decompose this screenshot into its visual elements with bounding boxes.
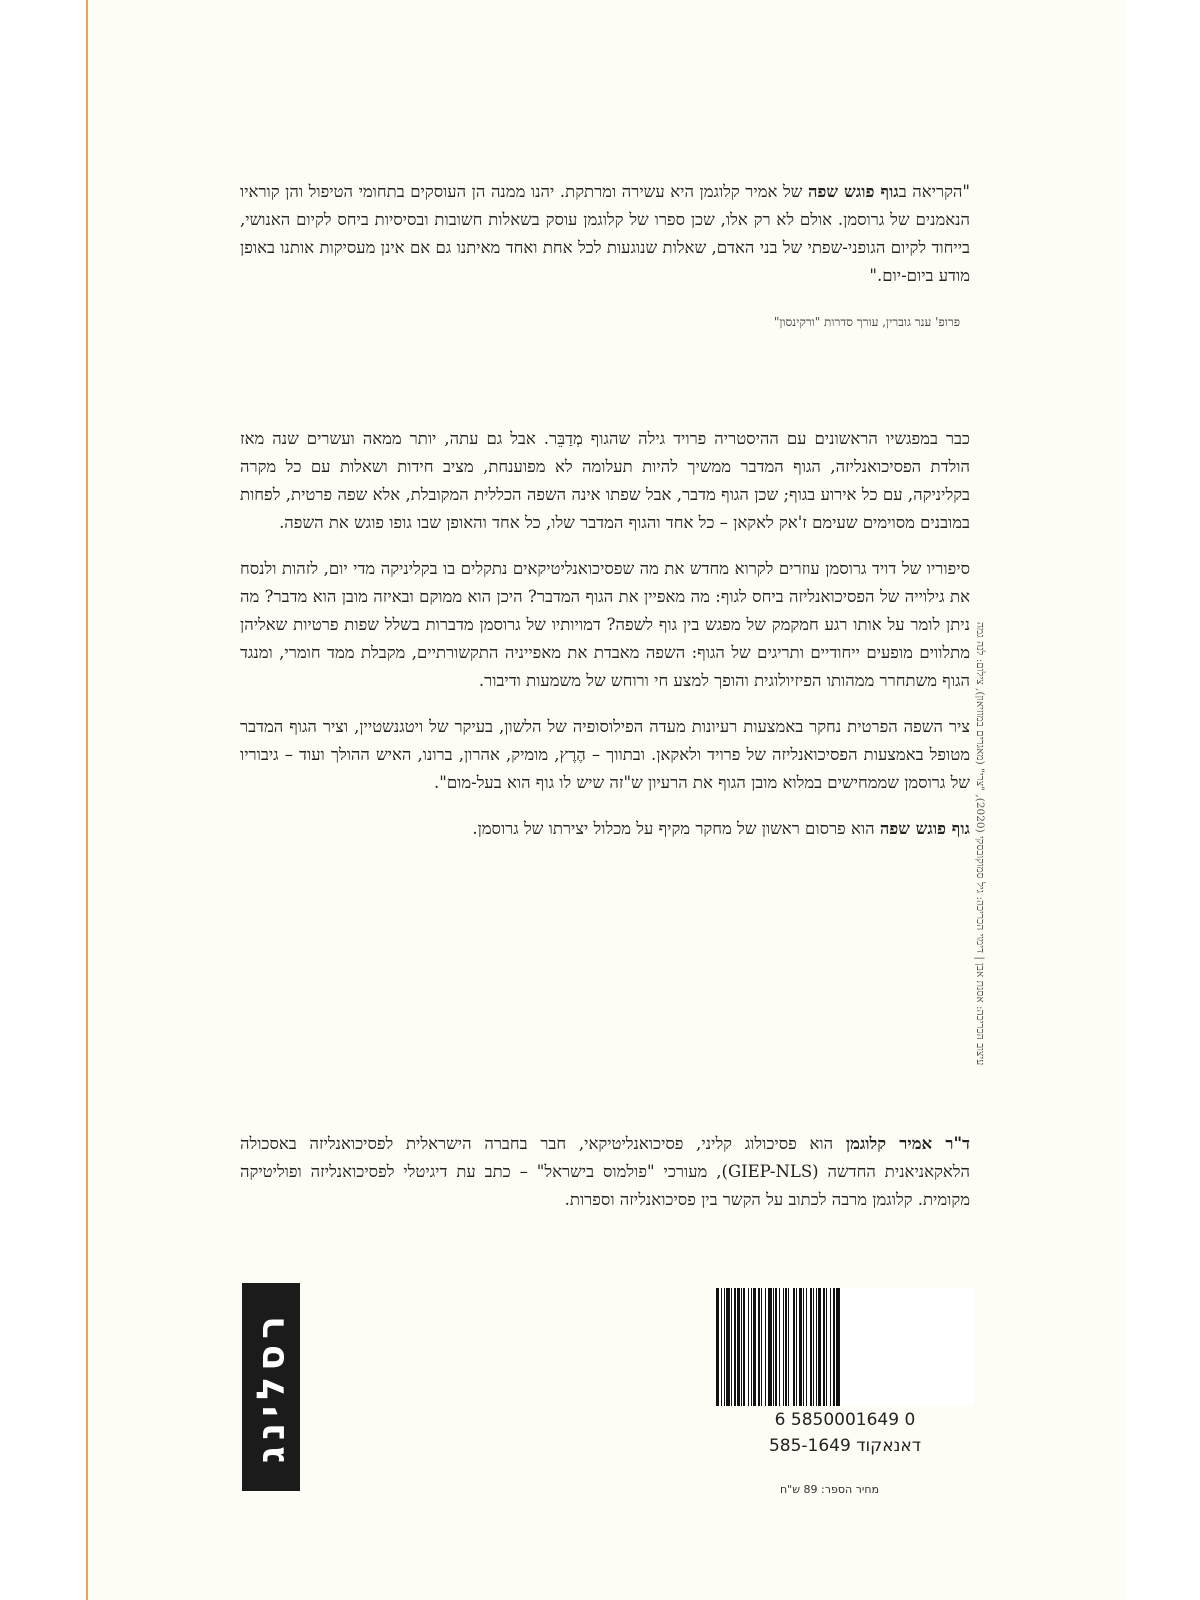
publisher-logo [242, 1283, 300, 1491]
spine-edge [86, 0, 88, 1600]
author-bio-text [240, 1130, 970, 1214]
endorsement-quote [240, 178, 970, 290]
publisher-logo-text: רסלינג [249, 1310, 293, 1464]
description-block [240, 425, 970, 861]
author-bio [240, 1130, 970, 1232]
danacode: דאנאקוד 585-1649 [768, 1436, 922, 1456]
author-name: אמיר קלוגמן [845, 1134, 933, 1153]
description-paragraph-3: ציר השפה הפרטית נחקר באמצעות רעיונות מעדה הפילוסופיה של הלשון, בעיקר של ויטגנשטיין, וציר הגוף המדבר מטופל באמצעות הפסיכואנליזה של פרויד ולאקאן. ובתווך – הֶרֶץ, מומיק, אהרון, ברונו, האיש ההולך ועוד – גיבוריו של גרוסמן שממחישים במלוא מובן הגוף את הרעיון ש"זה שיש לו גוף הוא בעל-מום". [240, 717, 970, 792]
quote-text-rest: של אמיר קלוגמן היא עשירה ומרתקת. יהנו ממנה הן העוסקים בתחומי הטיפול והן קוראיו הנאמנים של גרוסמן. אולם לא רק אלו, שכן ספרו של קלוגמן עוסק בשאלות חשובות ובסיסיות ביחס לקיום האנושי, בייחוד לקיום הגופני-שפתי של בני האדם, שאלות שנוגעות לכל אחת ואחד מאיתנו גם אם אינן מעסיקות אותנו באופן מודע ביום-יום." [240, 182, 970, 285]
barcode [716, 1288, 974, 1406]
description-paragraph-2: סיפוריו של דויד גרוסמן עוזרים לקרוא מחדש את מה שפסיכואנליטיקאים נתקלים בו בקליניקה מדי יום, לזהות ולנסח את גילוייה של הפסיכואנליזה ביחס לגוף: מה מאפיין את הגוף המדבר? היכן הוא ממוקם ובאיזה מובן הוא מדבר? מה ניתן לומר על אותו רגע חמקמק של מפגש בין גוף לשפה? דמויותיו של גרוסמן מדברות בשלל שפות פרטיות שאליהן מתלווים מופעים ייחודיים ותריגים של הגוף: השפה מאבדת את מאפייניה התקשורתיים, מקבלת ממד חומרי, ומנגד הגוף משתחרר ממהותו הפיזיולוגית והופך למצע חי ורוחש של משמעות ודיבור. [240, 559, 970, 690]
closing-rest: הוא פרסום ראשון של מחקר מקיף על מכלול יצירתו של גרוסמן. [472, 819, 880, 838]
description-paragraph-1: כבר במפגשיו הראשונים עם ההיסטריה פרויד גילה שהגוף מְדַבֵּר. אבל גם עתה, יותר ממאה ועשרים שנה מאז הולדת הפסיכואנליזה, הגוף המדבר ממשיך להיות תעלומה לא מפוענחת, מציב חידות ושאלות עם כל מקרה בקליניקה, עם כל אירוע בגוף; שכן הגוף מדבר, אבל שפתו אינה השפה הכללית המקובלת, אלא שפה פרטית, לפחות במובנים מסוימים שעימם ז'אק לאקאן – כל אחד והגוף המדבר שלו, כל אחד והאופן שבו גופו פוגש את השפה. [240, 429, 970, 532]
barcode-number: 0 5850001649 6 [774, 1410, 916, 1430]
author-prefix: ד"ר [932, 1134, 970, 1153]
closing-book-title: גוף פוגש שפה [879, 819, 970, 838]
author-bio-body: הוא פסיכולוג קליני, פסיכואנליטיקאי, חבר בחברה הישראלית לפסיכואנליזה באסכולה הלאקאניאנית החדשה (GIEP-NLS), מעורכי "פולמוס בישראל" – כתב עת דיגיטלי לפסיכואנליזה ופוליטיקה מקומית. קלוגמן מרבה לכתוב על הקשר בין פסיכואנליזה וספרות. [240, 1134, 970, 1209]
closing-line [240, 815, 970, 843]
side-credits: עיצוב הכריכה: אסנת אבן | דימוי הכריכה: גיל סמוקובסקי (2020), "צרי" (מאגרים במוזיאון), צילום: לנה גמה [974, 621, 986, 1065]
quote-book-title: גוף פוגש שפה [807, 182, 899, 201]
quote-block [240, 178, 970, 336]
quote-text-start: "הקריאה ב [898, 182, 970, 201]
quote-attribution: פרופ' ענר גוברין, עורך סדרות "ורקינסון" [773, 315, 960, 329]
price: מחיר הספר: 89 ש"ח [780, 1483, 879, 1496]
barcode-gap [840, 1288, 841, 1406]
